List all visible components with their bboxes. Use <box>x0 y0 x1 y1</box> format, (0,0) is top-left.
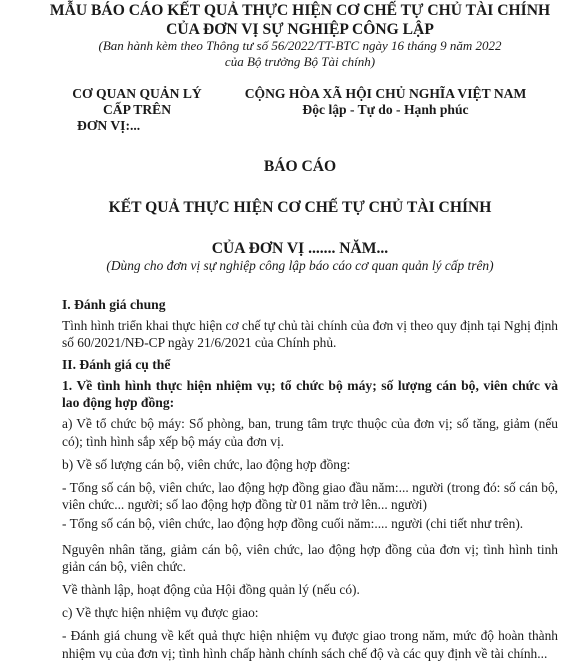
report-title-line3: CỦA ĐƠN VỊ ....... NĂM... <box>211 240 389 257</box>
paragraph: - Tổng số cán bộ, viên chức, lao động hợp đồng giao đầu năm:... người (trong đó: số cán bộ, viên chức... người; số lao động hợp đồng từ 01 năm trở lên... người) <box>62 480 558 513</box>
document-page <box>0 2 580 661</box>
form-note-line1: (Ban hành kèm theo Thông tư số 56/2022/TT-BTC ngày 16 tháng 9 năm 2022 <box>98 38 502 53</box>
paragraph: Nguyên nhân tăng, giảm cán bộ, viên chức, lao động hợp đồng của đơn vị; tình hình tinh giản cán bộ, viên chức. <box>62 541 558 574</box>
agency-block <box>67 86 207 134</box>
section-heading: I. Đánh giá chung <box>62 297 166 312</box>
report-title-line1: BÁO CÁO <box>263 158 337 175</box>
form-title-line2: CỦA ĐƠN VỊ SỰ NGHIỆP CÔNG LẬP <box>166 21 434 38</box>
paragraph: Về thành lập, hoạt động của Hội đồng quản lý (nếu có). <box>62 582 360 598</box>
form-note-line2: của Bộ trưởng Bộ Tài chính) <box>224 54 376 69</box>
paragraph: a) Về tổ chức bộ máy: Số phòng, ban, trung tâm trực thuộc của đơn vị; số tăng, giảm (nếu có); tình hình sắp xếp bộ máy của đơn vị. <box>62 416 558 449</box>
report-subtitle: (Dùng cho đơn vị sự nghiệp công lập báo cáo cơ quan quản lý cấp trên) <box>106 258 494 273</box>
report-title-line2: KẾT QUẢ THỰC HIỆN CƠ CHẾ TỰ CHỦ TÀI CHÍNH <box>108 199 492 216</box>
national-motto-block <box>207 86 558 134</box>
section-heading: II. Đánh giá cụ thể <box>62 357 171 373</box>
agency-line1: CƠ QUAN QUẢN LÝ <box>72 86 202 101</box>
paragraph: - Tổng số cán bộ, viên chức, lao động hợp đồng cuối năm:.... người (chi tiết như trên). <box>62 516 524 532</box>
paragraph: b) Về số lượng cán bộ, viên chức, lao động hợp đồng: <box>62 456 351 472</box>
form-title-line1: MẪU BÁO CÁO KẾT QUẢ THỰC HIỆN CƠ CHẾ TỰ CHỦ TÀI CHÍNH <box>49 2 551 19</box>
document-header-columns <box>62 86 558 134</box>
paragraph: - Đánh giá chung về kết quả thực hiện nhiệm vụ được giao trong năm, mức độ hoàn thành nhiệm vụ của đơn vị; tình hình chấp hành chính sách chế độ và các quy định về tài chính... <box>62 628 558 661</box>
unit-line: ĐƠN VỊ:... <box>77 118 141 133</box>
paragraph: c) Về thực hiện nhiệm vụ được giao: <box>62 605 259 621</box>
motto: Độc lập - Tự do - Hạnh phúc <box>302 102 469 117</box>
subsection-heading: 1. Về tình hình thực hiện nhiệm vụ; tổ chức bộ máy; số lượng cán bộ, viên chức và lao động hợp đồng: <box>62 378 558 411</box>
agency-line2: CẤP TRÊN <box>102 102 172 117</box>
country-name: CỘNG HÒA XÃ HỘI CHỦ NGHĨA VIỆT NAM <box>244 86 527 101</box>
report-body <box>62 296 558 662</box>
paragraph: Tình hình triển khai thực hiện cơ chế tự chủ tài chính của đơn vị theo quy định tại Nghị định số 60/2021/NĐ-CP ngày 21/6/2021 của Chính phủ. <box>62 318 558 351</box>
